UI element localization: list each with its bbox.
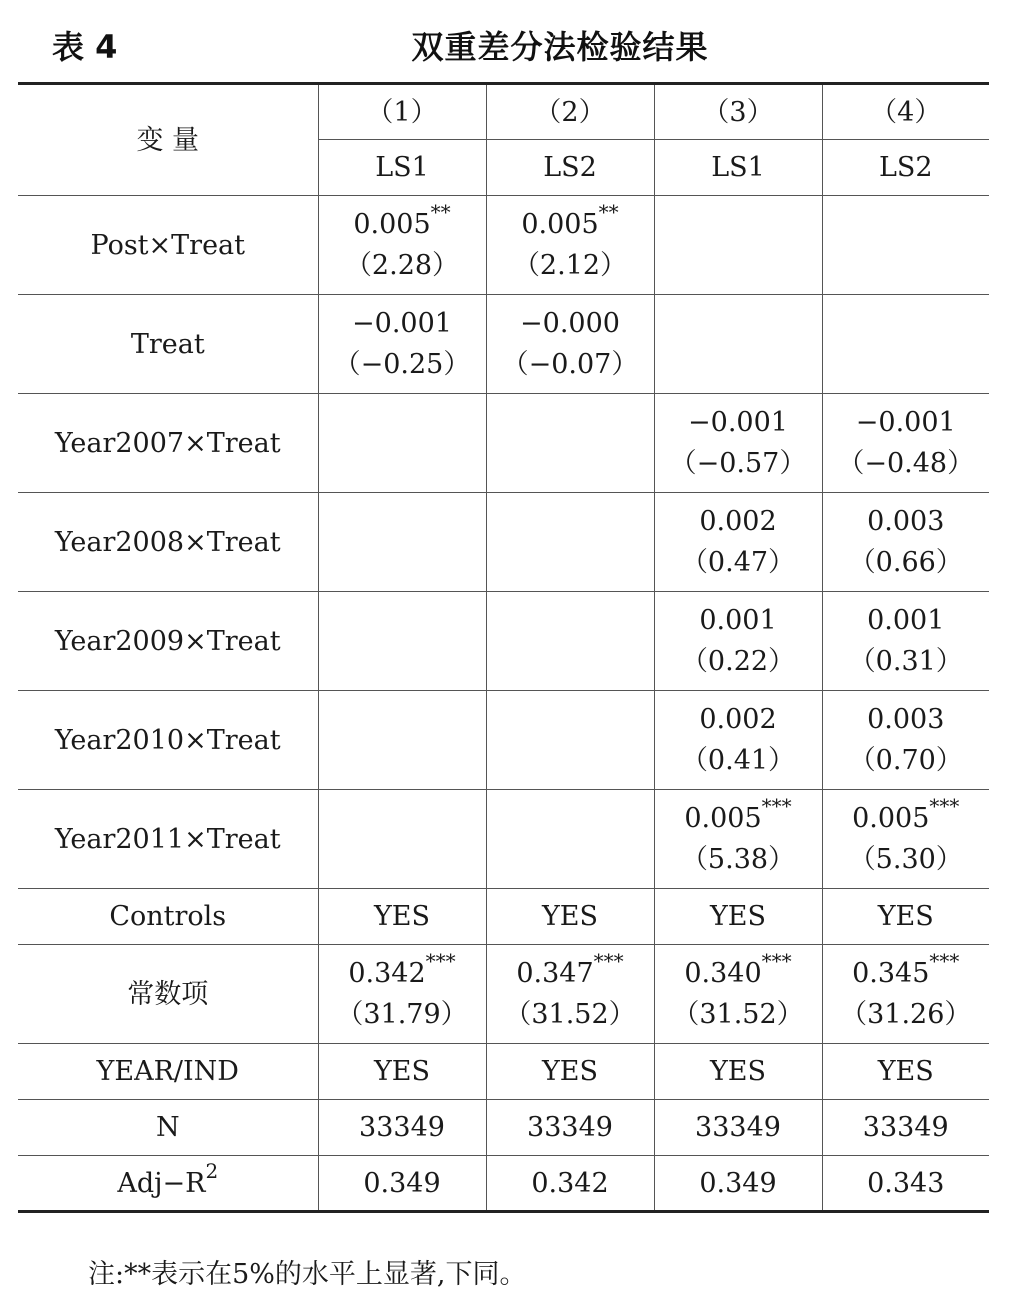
coefficient-value: 0.347: [516, 958, 594, 989]
coef-cell: [822, 945, 989, 1044]
significance-stars: ***: [593, 949, 624, 973]
coefficient-line: [823, 794, 990, 839]
coefficient-value: 0.001: [867, 605, 945, 636]
coefficient-row: [18, 592, 989, 691]
year-ind-value: YES: [822, 1044, 989, 1100]
coef-cell: [822, 790, 989, 889]
coef-cell: [822, 691, 989, 790]
coef-cell: [318, 945, 486, 1044]
coefficient-line: [655, 600, 822, 641]
coef-cell: [654, 493, 822, 592]
coefficient-line: [487, 949, 654, 994]
coefficient-value: 0.345: [852, 958, 930, 989]
coef-cell: [486, 691, 654, 790]
coefficient-value: 0.001: [699, 605, 777, 636]
dependent-variable: LS1: [654, 140, 822, 196]
coefficient-value: −0.001: [855, 407, 956, 438]
controls-value: YES: [318, 889, 486, 945]
header-row-column-numbers: [18, 84, 989, 140]
significance-stars: ***: [425, 949, 456, 973]
coefficient-line: [487, 200, 654, 245]
variable-header: 变 量: [18, 84, 318, 196]
coef-cell: [654, 691, 822, 790]
table-note: 注:**表示在5%的水平上显著,下同。: [88, 1259, 527, 1290]
coefficient-value: −0.001: [352, 308, 452, 339]
t-statistic: （0.41）: [680, 745, 796, 776]
column-number: （2）: [486, 84, 654, 140]
coef-cell: [654, 945, 822, 1044]
adj-r2-value: 0.349: [654, 1156, 822, 1212]
row-label: Year2010×Treat: [18, 691, 318, 790]
t-statistic: （31.52）: [504, 999, 636, 1030]
coefficient-value: 0.003: [867, 704, 945, 735]
coef-cell: [318, 295, 486, 394]
year-ind-value: YES: [318, 1044, 486, 1100]
table-number: 表 4: [52, 28, 118, 66]
coef-cell: [822, 295, 989, 394]
adj-r2-value: 0.343: [822, 1156, 989, 1212]
t-statistic: （0.22）: [680, 646, 796, 677]
coefficient-row: [18, 790, 989, 889]
table-title: 双重差分法检验结果: [411, 28, 709, 66]
coefficient-value: 0.003: [867, 506, 945, 537]
column-number: （4）: [822, 84, 989, 140]
t-statistic: （−0.57）: [669, 448, 807, 479]
coefficient-line: [823, 501, 990, 542]
coef-cell: [318, 196, 486, 295]
superscript-two: 2: [205, 1158, 219, 1183]
year-ind-value: YES: [486, 1044, 654, 1100]
t-statistic: （31.52）: [672, 999, 804, 1030]
coef-cell: [822, 394, 989, 493]
significance-stars: ***: [929, 949, 960, 973]
coef-cell: [822, 196, 989, 295]
significance-stars: ***: [929, 794, 960, 818]
row-label: Post×Treat: [18, 196, 318, 295]
row-label: Year2007×Treat: [18, 394, 318, 493]
coefficient-line: [823, 402, 990, 443]
row-label: Year2008×Treat: [18, 493, 318, 592]
coefficient-value: 0.005: [852, 803, 930, 834]
row-label: Year2011×Treat: [18, 790, 318, 889]
coefficient-row: [18, 196, 989, 295]
coefficient-value: 0.342: [348, 958, 426, 989]
t-statistic: （31.79）: [336, 999, 468, 1030]
coefficient-value: 0.340: [684, 958, 762, 989]
n-row: [18, 1100, 989, 1156]
t-statistic: （0.31）: [848, 646, 963, 677]
t-statistic: （−0.48）: [837, 448, 975, 479]
column-number: （1）: [318, 84, 486, 140]
constant-row: [18, 945, 989, 1044]
coefficient-value: −0.000: [520, 308, 620, 339]
year-ind-value: YES: [654, 1044, 822, 1100]
coef-cell: [822, 493, 989, 592]
row-label: Year2009×Treat: [18, 592, 318, 691]
coefficient-value: 0.002: [699, 506, 777, 537]
controls-value: YES: [654, 889, 822, 945]
coef-cell: [822, 592, 989, 691]
coef-cell: [486, 493, 654, 592]
coefficient-value: 0.005: [684, 803, 762, 834]
controls-row: [18, 889, 989, 945]
coefficient-line: [487, 303, 654, 344]
n-value: 33349: [654, 1100, 822, 1156]
table-caption: [0, 0, 1013, 82]
coefficient-line: [319, 200, 486, 245]
coefficient-line: [655, 949, 822, 994]
coef-cell: [654, 592, 822, 691]
coef-cell: [486, 196, 654, 295]
coefficient-line: [655, 794, 822, 839]
adj-r-text: Adj−R: [117, 1167, 206, 1199]
coefficient-row: [18, 493, 989, 592]
coefficient-line: [319, 303, 486, 344]
coefficient-row: [18, 691, 989, 790]
dependent-variable: LS2: [486, 140, 654, 196]
coefficient-line: [655, 402, 822, 443]
controls-value: YES: [486, 889, 654, 945]
coef-cell: [654, 295, 822, 394]
significance-stars: ***: [761, 794, 792, 818]
coefficient-value: −0.001: [688, 407, 788, 438]
coef-cell: [318, 592, 486, 691]
coefficient-line: [823, 949, 990, 994]
row-label: Controls: [18, 889, 318, 945]
coefficient-value: 0.005: [521, 209, 599, 240]
t-statistic: （−0.25）: [333, 349, 471, 380]
significance-stars: ***: [761, 949, 792, 973]
adj-r2-value: 0.342: [486, 1156, 654, 1212]
t-statistic: （−0.07）: [501, 349, 639, 380]
coef-cell: [318, 394, 486, 493]
coef-cell: [318, 493, 486, 592]
coefficient-value: 0.005: [353, 209, 431, 240]
controls-value: YES: [822, 889, 989, 945]
significance-stars: **: [598, 200, 619, 224]
t-statistic: （5.30）: [848, 844, 963, 875]
coefficient-line: [319, 949, 486, 994]
row-label: YEAR/IND: [18, 1044, 318, 1100]
coef-cell: [486, 592, 654, 691]
t-statistic: （2.28）: [344, 250, 460, 281]
dependent-variable: LS1: [318, 140, 486, 196]
coef-cell: [486, 945, 654, 1044]
n-value: 33349: [318, 1100, 486, 1156]
coefficient-value: 0.002: [699, 704, 777, 735]
t-statistic: （0.47）: [680, 547, 796, 578]
row-label: 常数项: [18, 945, 318, 1044]
regression-table: [18, 82, 989, 1213]
dependent-variable: LS2: [822, 140, 989, 196]
row-label: Treat: [18, 295, 318, 394]
significance-stars: **: [430, 200, 451, 224]
coefficient-line: [655, 699, 822, 740]
coefficient-line: [823, 600, 990, 641]
t-statistic: （5.38）: [680, 844, 796, 875]
coefficient-line: [823, 699, 990, 740]
coefficient-line: [655, 501, 822, 542]
coef-cell: [486, 295, 654, 394]
n-value: 33349: [486, 1100, 654, 1156]
adj-r2-row: [18, 1156, 989, 1212]
row-label-adj-r2: [18, 1156, 318, 1212]
coefficient-row: [18, 394, 989, 493]
coef-cell: [654, 394, 822, 493]
row-label: N: [18, 1100, 318, 1156]
t-statistic: （31.26）: [840, 999, 972, 1030]
coef-cell: [486, 790, 654, 889]
coef-cell: [318, 691, 486, 790]
coef-cell: [654, 196, 822, 295]
t-statistic: （0.66）: [848, 547, 963, 578]
column-number: （3）: [654, 84, 822, 140]
adj-r2-value: 0.349: [318, 1156, 486, 1212]
coef-cell: [486, 394, 654, 493]
coef-cell: [318, 790, 486, 889]
year-ind-row: [18, 1044, 989, 1100]
t-statistic: （0.70）: [848, 745, 963, 776]
coef-cell: [654, 790, 822, 889]
coefficient-row: [18, 295, 989, 394]
t-statistic: （2.12）: [512, 250, 628, 281]
n-value: 33349: [822, 1100, 989, 1156]
